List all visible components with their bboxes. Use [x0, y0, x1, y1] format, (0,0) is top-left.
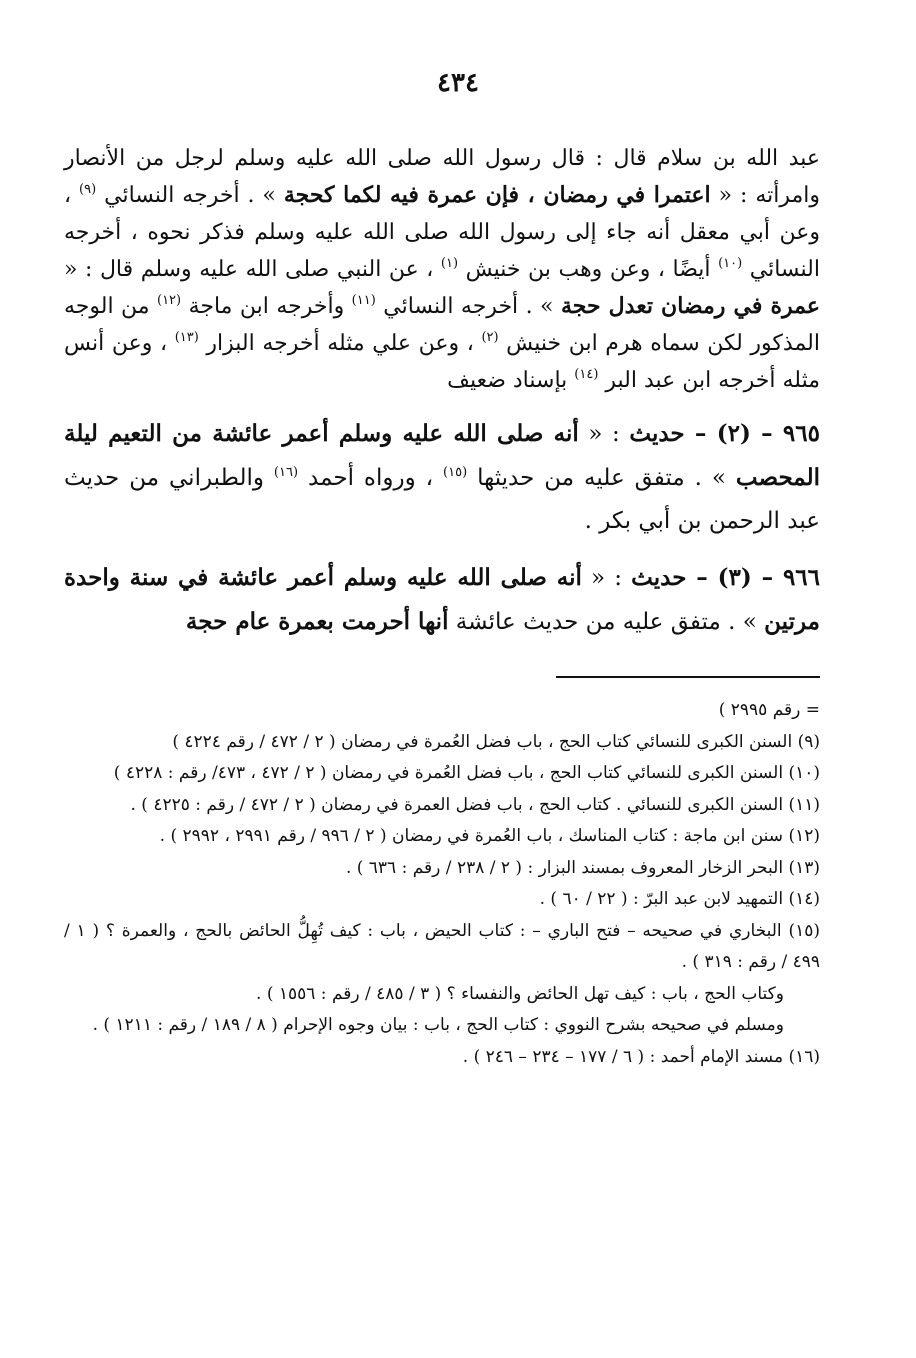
footnote-ref: (١٠) — [718, 256, 743, 271]
bold-run: أنه صلى الله عليه وسلم أعمر عائشة في سنة واحدة مرتين — [64, 564, 820, 635]
footnote-12: (١٢) سنن ابن ماجة : كتاب المناسك ، باب العُمرة في رمضان ( ٢ / ٩٩٦ / رقم ٢٩٩١ ، ٢٩٩٢ ) . — [159, 826, 820, 846]
bold-run: اعتمرا في رمضان ، فإن عمرة فيه لكما كحجة — [283, 182, 711, 208]
text-run: » . أخرجه النسائي — [96, 183, 284, 208]
footnote-16: (١٦) مسند الإمام أحمد : ( ٦ / ١٧٧ – ٢٣٤ – ٢٤٦ ) . — [462, 1046, 820, 1067]
footnote-ref: (١٣) — [174, 330, 199, 345]
bold-run: ٩٦٦ – (٣) – حديث — [631, 564, 820, 591]
hadith-965 — [64, 412, 820, 543]
footnote-ref: (١٦) — [273, 465, 299, 480]
text-run: من الوجه المذكور لكن سماه هرم ابن خنيش — [64, 294, 820, 356]
footnote-separator — [556, 676, 820, 678]
footnote-10: (١٠) السنن الكبرى للنسائي كتاب الحج ، باب فضل العُمرة في رمضان ( ٢ / ٤٧٢ ، ٤٧٣/ رقم : ٤٢٢٨ ) — [113, 763, 820, 783]
text-run: عبد الله بن سلام قال : قال رسول الله صلى الله عليه وسلم لرجل من الأنصار وامرأته : « — [64, 146, 821, 208]
text-run: أيضًا ، وعن وهب بن خنيش — [458, 257, 719, 282]
text-run: ، عن النبي صلى الله عليه وسلم قال : « — [64, 257, 441, 282]
footnote-ref: (١٥) — [443, 465, 468, 480]
text-run: ، وعن أبي معقل أنه جاء إلى رسول الله صلى الله عليه وسلم فذكر نحوه ، أخرجه النسائي — [64, 183, 820, 282]
text-run: » . متفق عليه من حديثها — [467, 465, 736, 491]
text-run: : « — [578, 421, 630, 447]
footnote-continuation: = رقم ٢٩٩٥ ) — [718, 700, 820, 720]
footnote-ref: (١٢) — [157, 293, 182, 308]
bold-run: أنه صلى الله عليه وسلم أعمر عائشة من التعيم ليلة المحصب — [64, 420, 820, 491]
footnote-11: (١١) السنن الكبرى للنسائي . كتاب الحج ، باب فضل العمرة في رمضان ( ٢ / ٤٧٢ / رقم : ٤٢٢٥ ) . — [130, 794, 820, 815]
text-run: ، وعن أنس مثله أخرجه ابن عبد البر — [64, 331, 820, 393]
bold-run: ٩٦٥ – (٢) – حديث — [629, 420, 820, 447]
footnote-ref: (١١) — [351, 293, 376, 308]
footnote-14: (١٤) التمهيد لابن عبد البرّ : ( ٢٢ / ٦٠ ) . — [539, 889, 820, 909]
text-run: بإسناد ضعيف — [447, 368, 575, 393]
text-run: ، وعن علي مثله أخرجه البزار — [198, 331, 482, 356]
footnote-15-muslim: ومسلم في صحيحه بشرح النووي : كتاب الحج ، باب : بيان وجوه الإحرام ( ٨ / ١٨٩ / رقم : ١٢١١ ) . — [92, 1015, 784, 1035]
footnote-15: (١٥) البخاري في صحيحه – فتح الباري – : كتاب الحيض ، باب : كيف تُهِلُّ الحائض بالحج ، والعمرة ؟ ( ١ / ٤٩٩ / رقم : ٣١٩ ) . — [64, 920, 820, 972]
footnote-ref: (١٤) — [574, 367, 599, 382]
bold-run: أنها أحرمت بعمرة عام حجة — [185, 608, 449, 635]
footnote-ref: (٩) — [79, 182, 97, 197]
footnote-ref: (١) — [440, 256, 459, 271]
footnote-9: (٩) السنن الكبرى للنسائي كتاب الحج ، باب فضل العُمرة في رمضان ( ٢ / ٤٧٢ / رقم ٤٢٢٤ ) — [172, 731, 820, 752]
footnotes — [64, 695, 820, 1073]
text-run: والطبراني من حديث عبد الرحمن بن أبي بكر . — [64, 465, 820, 534]
text-run: » . متفق عليه من حديث عائشة — [448, 609, 765, 635]
paragraph-takhrij — [64, 140, 820, 399]
text-run: » . أخرجه النسائي — [375, 294, 561, 319]
page-number: ٤٣٤ — [437, 68, 479, 98]
text-run: ، ورواه أحمد — [298, 465, 444, 491]
footnote-13: (١٣) البحر الزخار المعروف بمسند البزار : ( ٢ / ٢٣٨ / رقم : ٦٣٦ ) . — [345, 857, 820, 878]
footnote-15-bukhari-cont: وكتاب الحج ، باب : كيف تهل الحائض والنفساء ؟ ( ٣ / ٤٨٥ / رقم : ١٥٥٦ ) . — [256, 983, 784, 1004]
main-text — [64, 140, 820, 644]
text-run: وأخرجه ابن ماجة — [181, 294, 352, 319]
text-run: : « — [581, 565, 632, 591]
footnote-ref: (٢) — [481, 330, 499, 345]
bold-run: عمرة في رمضان تعدل حجة — [560, 293, 820, 319]
hadith-966 — [64, 556, 820, 644]
